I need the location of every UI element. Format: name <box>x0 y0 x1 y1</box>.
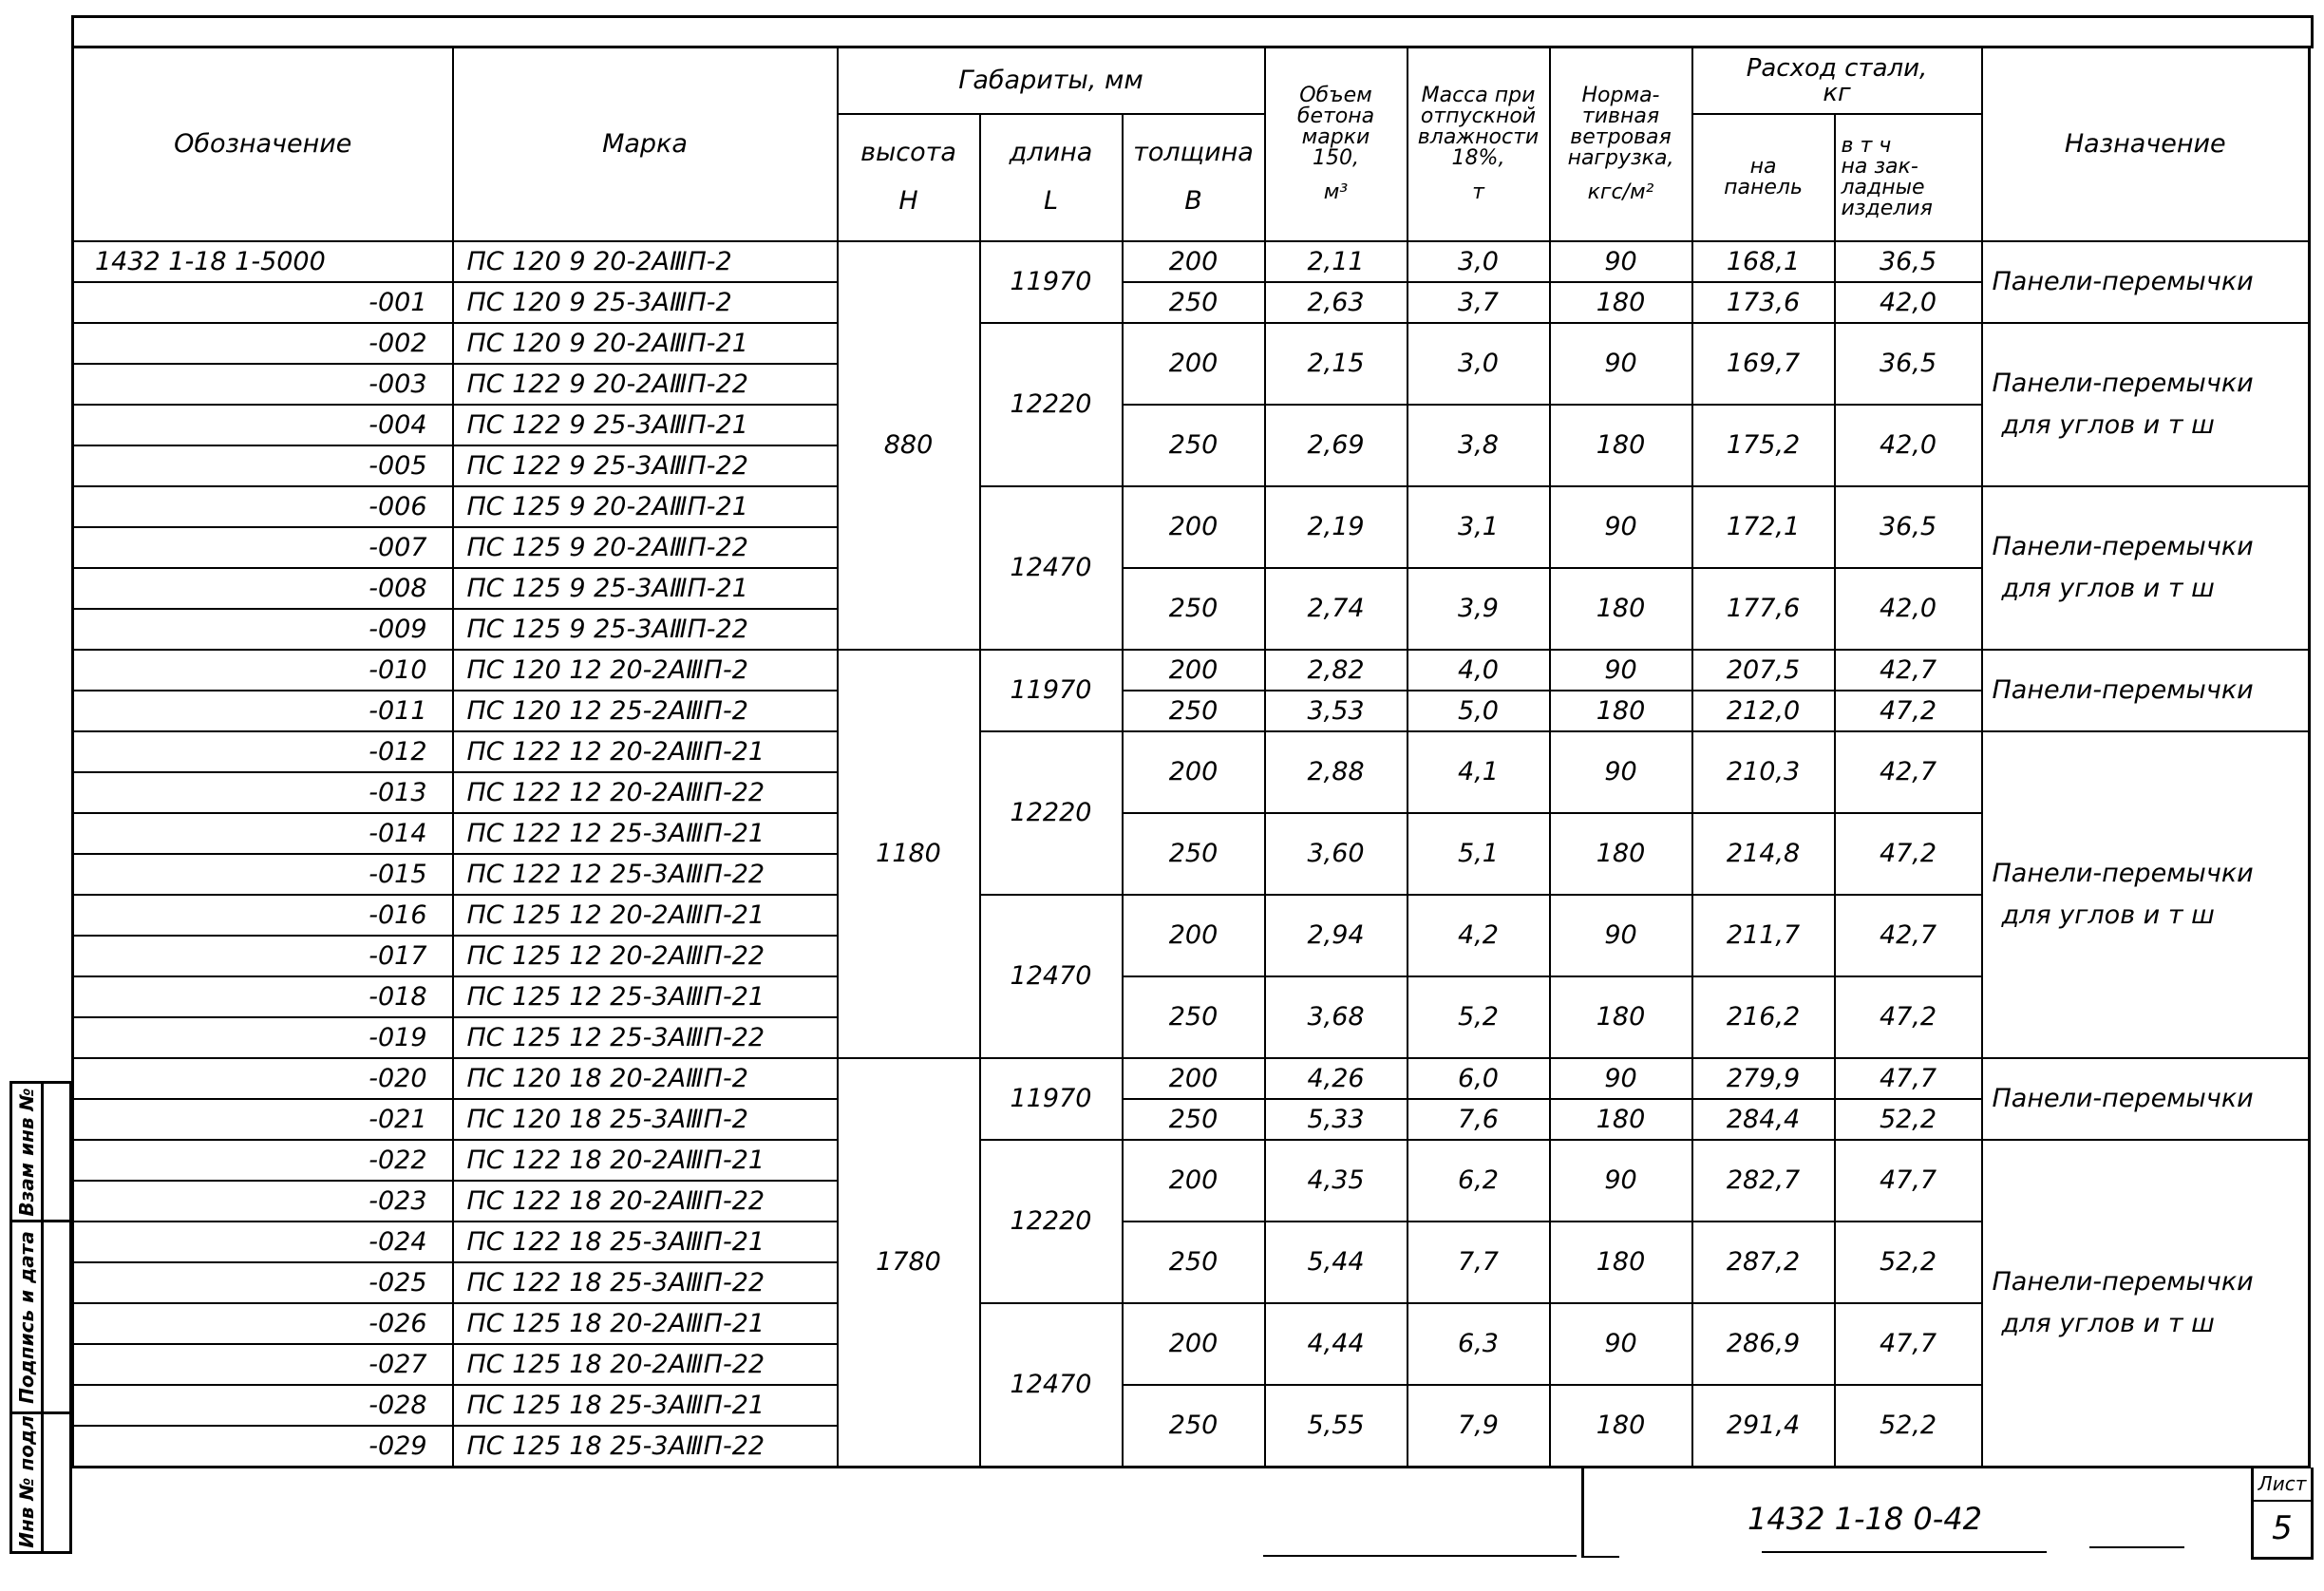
cell-B: 250 <box>1123 1222 1265 1303</box>
bottom-rule <box>1263 1555 1577 1557</box>
cell-wind: 90 <box>1550 895 1692 976</box>
cell-steel: 207,5 <box>1692 650 1835 691</box>
cell-designation: -014 <box>73 813 453 854</box>
purpose-line: для углов и т ш <box>2001 1308 2215 1338</box>
cell-emb: 42,0 <box>1835 568 1982 650</box>
table-row <box>73 650 2310 691</box>
cell-B: 200 <box>1123 731 1265 813</box>
table-row <box>73 568 2310 609</box>
table-row <box>73 731 2310 772</box>
cell-mass: 3,0 <box>1408 241 1550 282</box>
cell-steel: 177,6 <box>1692 568 1835 650</box>
header-text: изделия <box>1841 196 1933 220</box>
header-height <box>838 114 980 241</box>
header-text: панель <box>1724 175 1803 199</box>
cell-mass: 4,0 <box>1408 650 1550 691</box>
cell-mark: ПС 122 12 20-2АⅢП-21 <box>453 731 838 772</box>
cell-vol: 2,63 <box>1265 282 1408 323</box>
cell-emb: 52,2 <box>1835 1222 1982 1303</box>
table-row <box>73 486 2310 527</box>
cell-B: 200 <box>1123 1303 1265 1385</box>
binding-stamp <box>9 1081 44 1554</box>
table-row <box>73 1099 2310 1140</box>
cell-steel: 211,7 <box>1692 895 1835 976</box>
cell-designation: -019 <box>73 1017 453 1058</box>
cell-wind: 180 <box>1550 976 1692 1058</box>
sheet-number-box <box>2251 1468 2314 1560</box>
cell-steel: 279,9 <box>1692 1058 1835 1099</box>
cell-designation: -021 <box>73 1099 453 1140</box>
cell-mark: ПС 125 9 20-2АⅢП-21 <box>453 486 838 527</box>
cell-steel: 291,4 <box>1692 1385 1835 1468</box>
cell-mass: 3,7 <box>1408 282 1550 323</box>
cell-wind: 90 <box>1550 323 1692 405</box>
cell-mass: 6,2 <box>1408 1140 1550 1222</box>
cell-designation: -001 <box>73 282 453 323</box>
cell-vol: 3,60 <box>1265 813 1408 895</box>
cell-emb: 52,2 <box>1835 1385 1982 1468</box>
table-row <box>73 691 2310 731</box>
cell-wind: 180 <box>1550 568 1692 650</box>
cell-vol: 4,44 <box>1265 1303 1408 1385</box>
stamp-label-signature-date: Подпись и дата <box>15 1230 38 1404</box>
cell-mark: ПС 122 9 25-3АⅢП-22 <box>453 445 838 486</box>
cell-mark: ПС 122 9 25-3АⅢП-21 <box>453 405 838 445</box>
header-symbol: H <box>898 185 918 216</box>
header-text: бетона <box>1296 104 1375 128</box>
header-text: ветровая <box>1570 124 1672 149</box>
cell-designation: -002 <box>73 323 453 364</box>
cell-designation: -023 <box>73 1181 453 1222</box>
cell-length: 12220 <box>980 1140 1123 1303</box>
cell-designation: -018 <box>73 976 453 1017</box>
cell-designation: -012 <box>73 731 453 772</box>
purpose-line: Панели-перемычки <box>1992 532 2254 562</box>
cell-emb: 47,2 <box>1835 691 1982 731</box>
cell-vol: 2,88 <box>1265 731 1408 813</box>
cell-designation: -003 <box>73 364 453 405</box>
cell-mass: 5,2 <box>1408 976 1550 1058</box>
cell-steel: 210,3 <box>1692 731 1835 813</box>
cell-length: 12470 <box>980 486 1123 650</box>
cell-steel: 287,2 <box>1692 1222 1835 1303</box>
cell-mass: 4,2 <box>1408 895 1550 976</box>
header-text: влажности <box>1417 124 1540 149</box>
cell-mark: ПС 125 18 20-2АⅢП-22 <box>453 1344 838 1385</box>
cell-B: 200 <box>1123 1058 1265 1099</box>
stamp-cell <box>12 1084 41 1222</box>
cell-mass: 3,8 <box>1408 405 1550 486</box>
cell-steel: 168,1 <box>1692 241 1835 282</box>
sheet-label: Лист <box>2254 1468 2311 1502</box>
header-designation: Обозначение <box>73 47 453 241</box>
cell-mark: ПС 125 12 25-3АⅢП-22 <box>453 1017 838 1058</box>
cell-vol: 3,53 <box>1265 691 1408 731</box>
cell-mark: ПС 120 18 20-2АⅢП-2 <box>453 1058 838 1099</box>
cell-designation: -016 <box>73 895 453 936</box>
cell-vol: 2,15 <box>1265 323 1408 405</box>
header-text: длина <box>1009 138 1093 168</box>
cell-vol: 2,74 <box>1265 568 1408 650</box>
purpose-line: Панели-перемычки <box>1992 674 2254 705</box>
cell-B: 250 <box>1123 568 1265 650</box>
cell-designation: -028 <box>73 1385 453 1426</box>
header-steel <box>1692 47 1982 114</box>
cell-wind: 90 <box>1550 731 1692 813</box>
table-row <box>73 323 2310 364</box>
table-row <box>73 282 2310 323</box>
header-dimensions: Габариты, мм <box>838 47 1265 114</box>
cell-emb: 42,7 <box>1835 895 1982 976</box>
cell-mark: ПС 120 12 25-2АⅢП-2 <box>453 691 838 731</box>
cell-mark: ПС 125 9 20-2АⅢП-22 <box>453 527 838 568</box>
cell-purpose <box>1982 1058 2310 1140</box>
stamp-divider <box>41 1411 71 1414</box>
cell-mass: 3,0 <box>1408 323 1550 405</box>
cell-emb: 42,7 <box>1835 731 1982 813</box>
cell-designation: -009 <box>73 609 453 650</box>
cell-vol: 2,11 <box>1265 241 1408 282</box>
cell-designation: -010 <box>73 650 453 691</box>
cell-steel: 175,2 <box>1692 405 1835 486</box>
header-purpose: Назначение <box>1982 47 2310 241</box>
cell-B: 250 <box>1123 282 1265 323</box>
cell-designation: -027 <box>73 1344 453 1385</box>
cell-vol: 2,82 <box>1265 650 1408 691</box>
cell-mark: ПС 122 18 25-3АⅢП-22 <box>453 1262 838 1303</box>
cell-B: 200 <box>1123 1140 1265 1222</box>
cell-emb: 47,2 <box>1835 813 1982 895</box>
cell-steel: 212,0 <box>1692 691 1835 731</box>
header-text: Объем <box>1299 83 1372 107</box>
cell-emb: 36,5 <box>1835 486 1982 568</box>
cell-purpose <box>1982 241 2310 323</box>
cell-wind: 180 <box>1550 813 1692 895</box>
purpose-line: Панели-перемычки <box>1992 1083 2254 1113</box>
cell-designation: -022 <box>73 1140 453 1181</box>
cell-mark: ПС 122 18 20-2АⅢП-21 <box>453 1140 838 1181</box>
cell-mark: ПС 125 12 20-2АⅢП-22 <box>453 936 838 976</box>
cell-emb: 47,7 <box>1835 1303 1982 1385</box>
cell-emb: 42,0 <box>1835 282 1982 323</box>
cell-emb: 47,2 <box>1835 976 1982 1058</box>
cell-wind: 90 <box>1550 1140 1692 1222</box>
cell-B: 200 <box>1123 323 1265 405</box>
cell-mark: ПС 125 12 20-2АⅢП-21 <box>453 895 838 936</box>
cell-mark: ПС 122 12 25-3АⅢП-21 <box>453 813 838 854</box>
table-row <box>73 241 2310 282</box>
cell-emb: 42,0 <box>1835 405 1982 486</box>
header-text: Расход стали, <box>1746 53 1928 83</box>
cell-wind: 180 <box>1550 1099 1692 1140</box>
cell-purpose <box>1982 731 2310 1058</box>
header-symbol: B <box>1184 185 1202 216</box>
table-row <box>73 1140 2310 1181</box>
cell-purpose <box>1982 323 2310 486</box>
cell-B: 250 <box>1123 691 1265 731</box>
table-row <box>73 1303 2310 1344</box>
cell-mark: ПС 120 9 25-3АⅢП-2 <box>453 282 838 323</box>
header-wind-load <box>1550 47 1692 241</box>
purpose-line: Панели-перемычки <box>1992 266 2254 296</box>
purpose-line: Панели-перемычки <box>1992 1267 2254 1297</box>
cell-vol: 5,44 <box>1265 1222 1408 1303</box>
header-unit: кгс/м² <box>1587 180 1654 204</box>
cell-mark: ПС 125 12 25-3АⅢП-21 <box>453 976 838 1017</box>
cell-vol: 4,26 <box>1265 1058 1408 1099</box>
stamp-cell <box>12 1414 41 1548</box>
cell-height: 880 <box>838 241 980 650</box>
header-text: отпускной <box>1420 104 1537 128</box>
cell-length: 12470 <box>980 1303 1123 1468</box>
cell-B: 200 <box>1123 650 1265 691</box>
cell-designation: -013 <box>73 772 453 813</box>
binding-stamp-fields <box>41 1081 72 1554</box>
table-row <box>73 976 2310 1017</box>
header-unit: т <box>1472 180 1484 204</box>
cell-designation: -015 <box>73 854 453 895</box>
header-text: 150, <box>1313 145 1359 170</box>
cell-vol: 3,68 <box>1265 976 1408 1058</box>
cell-emb: 36,5 <box>1835 241 1982 282</box>
cell-mark: ПС 125 9 25-3АⅢП-21 <box>453 568 838 609</box>
table-row <box>73 1222 2310 1262</box>
header-text: ладные <box>1841 175 1925 199</box>
header-text: нагрузка, <box>1567 145 1674 170</box>
cell-designation: -020 <box>73 1058 453 1099</box>
cell-mass: 5,0 <box>1408 691 1550 731</box>
stamp-label-original-inv: Инв № подл <box>15 1414 38 1548</box>
bottom-rule <box>1581 1556 1619 1558</box>
cell-mass: 6,3 <box>1408 1303 1550 1385</box>
cell-mass: 7,6 <box>1408 1099 1550 1140</box>
header-text: кг <box>1823 78 1851 107</box>
cell-designation: -005 <box>73 445 453 486</box>
cell-steel: 286,9 <box>1692 1303 1835 1385</box>
table-row <box>73 1058 2310 1099</box>
cell-mass: 4,1 <box>1408 731 1550 813</box>
stamp-cell <box>12 1222 41 1414</box>
cell-B: 200 <box>1123 486 1265 568</box>
cell-purpose <box>1982 650 2310 731</box>
cell-designation: -006 <box>73 486 453 527</box>
cell-mark: ПС 122 12 20-2АⅢП-22 <box>453 772 838 813</box>
cell-length: 11970 <box>980 650 1123 731</box>
cell-wind: 180 <box>1550 1385 1692 1468</box>
header-text: марки <box>1301 124 1370 149</box>
cell-purpose <box>1982 1140 2310 1468</box>
cell-mark: ПС 120 9 20-2АⅢП-2 <box>453 241 838 282</box>
cell-wind: 180 <box>1550 282 1692 323</box>
cell-wind: 90 <box>1550 1303 1692 1385</box>
cell-mass: 3,1 <box>1408 486 1550 568</box>
cell-emb: 47,7 <box>1835 1140 1982 1222</box>
header-thickness <box>1123 114 1265 241</box>
cell-designation: -007 <box>73 527 453 568</box>
header-concrete-volume <box>1265 47 1408 241</box>
cell-vol: 5,33 <box>1265 1099 1408 1140</box>
cell-emb: 42,7 <box>1835 650 1982 691</box>
cell-B: 250 <box>1123 1385 1265 1468</box>
header-text: Норма- <box>1581 83 1660 107</box>
cell-wind: 180 <box>1550 691 1692 731</box>
header-steel-embedded <box>1835 114 1982 241</box>
table-row <box>73 895 2310 936</box>
cell-steel: 172,1 <box>1692 486 1835 568</box>
cell-designation: 1432 1-18 1-5000 <box>73 241 453 282</box>
cell-height: 1780 <box>838 1058 980 1468</box>
purpose-line: для углов и т ш <box>2001 900 2215 930</box>
cell-B: 250 <box>1123 813 1265 895</box>
cell-wind: 90 <box>1550 486 1692 568</box>
header-text: тивная <box>1581 104 1660 128</box>
cell-B: 250 <box>1123 1099 1265 1140</box>
cell-steel: 214,8 <box>1692 813 1835 895</box>
cell-length: 12470 <box>980 895 1123 1058</box>
cell-B: 200 <box>1123 895 1265 976</box>
header-symbol: L <box>1043 185 1059 216</box>
cell-designation: -026 <box>73 1303 453 1344</box>
table-row <box>73 405 2310 445</box>
table-row <box>73 813 2310 854</box>
header-text: высота <box>860 138 956 168</box>
cell-steel: 169,7 <box>1692 323 1835 405</box>
cell-mark: ПС 125 9 25-3АⅢП-22 <box>453 609 838 650</box>
cell-wind: 90 <box>1550 1058 1692 1099</box>
cell-steel: 173,6 <box>1692 282 1835 323</box>
cell-mark: ПС 120 12 20-2АⅢП-2 <box>453 650 838 691</box>
cell-wind: 180 <box>1550 405 1692 486</box>
header-text: 18%, <box>1451 145 1505 170</box>
cell-vol: 4,35 <box>1265 1140 1408 1222</box>
cell-wind: 180 <box>1550 1222 1692 1303</box>
header-mass <box>1408 47 1550 241</box>
cell-designation: -017 <box>73 936 453 976</box>
header-text: Масса при <box>1421 83 1536 107</box>
top-strip <box>71 15 2314 48</box>
table-body <box>73 241 2310 1468</box>
cell-vol: 2,69 <box>1265 405 1408 486</box>
cell-steel: 216,2 <box>1692 976 1835 1058</box>
cell-designation: -004 <box>73 405 453 445</box>
header-steel-panel <box>1692 114 1835 241</box>
cell-mass: 5,1 <box>1408 813 1550 895</box>
cell-wind: 90 <box>1550 650 1692 691</box>
title-block-top-border <box>1581 1466 2308 1468</box>
cell-emb: 36,5 <box>1835 323 1982 405</box>
cell-designation: -011 <box>73 691 453 731</box>
header-unit: м³ <box>1323 180 1349 204</box>
cell-mark: ПС 122 18 20-2АⅢП-22 <box>453 1181 838 1222</box>
cell-purpose <box>1982 486 2310 650</box>
header-text: на зак- <box>1841 154 1918 179</box>
bottom-rule <box>1762 1551 2047 1553</box>
purpose-line: Панели-перемычки <box>1992 369 2254 399</box>
header-text: толщина <box>1133 138 1254 168</box>
cell-mark: ПС 120 18 25-3АⅢП-2 <box>453 1099 838 1140</box>
cell-emb: 47,7 <box>1835 1058 1982 1099</box>
cell-mark: ПС 125 18 25-3АⅢП-21 <box>453 1385 838 1426</box>
cell-B: 250 <box>1123 405 1265 486</box>
cell-length: 11970 <box>980 1058 1123 1140</box>
cell-mark: ПС 122 18 25-3АⅢП-21 <box>453 1222 838 1262</box>
header-text: в т ч <box>1841 133 1892 158</box>
cell-designation: -008 <box>73 568 453 609</box>
header-length <box>980 114 1123 241</box>
cell-vol: 5,55 <box>1265 1385 1408 1468</box>
cell-mass: 7,9 <box>1408 1385 1550 1468</box>
cell-height: 1180 <box>838 650 980 1058</box>
cell-mark: ПС 122 9 20-2АⅢП-22 <box>453 364 838 405</box>
cell-mark: ПС 125 18 25-3АⅢП-22 <box>453 1426 838 1468</box>
cell-mass: 3,9 <box>1408 568 1550 650</box>
purpose-line: для углов и т ш <box>2001 409 2215 440</box>
cell-designation: -029 <box>73 1426 453 1468</box>
cell-length: 12220 <box>980 731 1123 895</box>
cell-B: 200 <box>1123 241 1265 282</box>
cell-mark: ПС 125 18 20-2АⅢП-21 <box>453 1303 838 1344</box>
specification-table <box>71 46 2311 1468</box>
cell-emb: 52,2 <box>1835 1099 1982 1140</box>
header-mark: Марка <box>453 47 838 241</box>
purpose-line: Панели-перемычки <box>1992 859 2254 889</box>
cell-wind: 90 <box>1550 241 1692 282</box>
document-code: 1432 1-18 0-42 <box>1748 1501 1983 1537</box>
cell-B: 250 <box>1123 976 1265 1058</box>
stamp-divider <box>41 1220 71 1222</box>
cell-designation: -025 <box>73 1262 453 1303</box>
cell-length: 11970 <box>980 241 1123 323</box>
stamp-label-replaced-inv: Взам инв № <box>15 1087 38 1217</box>
cell-vol: 2,94 <box>1265 895 1408 976</box>
sheet-number: 5 <box>2272 1509 2293 1547</box>
cell-steel: 284,4 <box>1692 1099 1835 1140</box>
header-text: на <box>1749 154 1777 179</box>
cell-mass: 7,7 <box>1408 1222 1550 1303</box>
cell-designation: -024 <box>73 1222 453 1262</box>
cell-length: 12220 <box>980 323 1123 486</box>
cell-vol: 2,19 <box>1265 486 1408 568</box>
cell-mark: ПС 122 12 25-3АⅢП-22 <box>453 854 838 895</box>
cell-steel: 282,7 <box>1692 1140 1835 1222</box>
bottom-rule <box>2089 1546 2184 1548</box>
cell-mark: ПС 120 9 20-2АⅢП-21 <box>453 323 838 364</box>
purpose-line: для углов и т ш <box>2001 573 2215 603</box>
table-row <box>73 1385 2310 1426</box>
cell-mass: 6,0 <box>1408 1058 1550 1099</box>
